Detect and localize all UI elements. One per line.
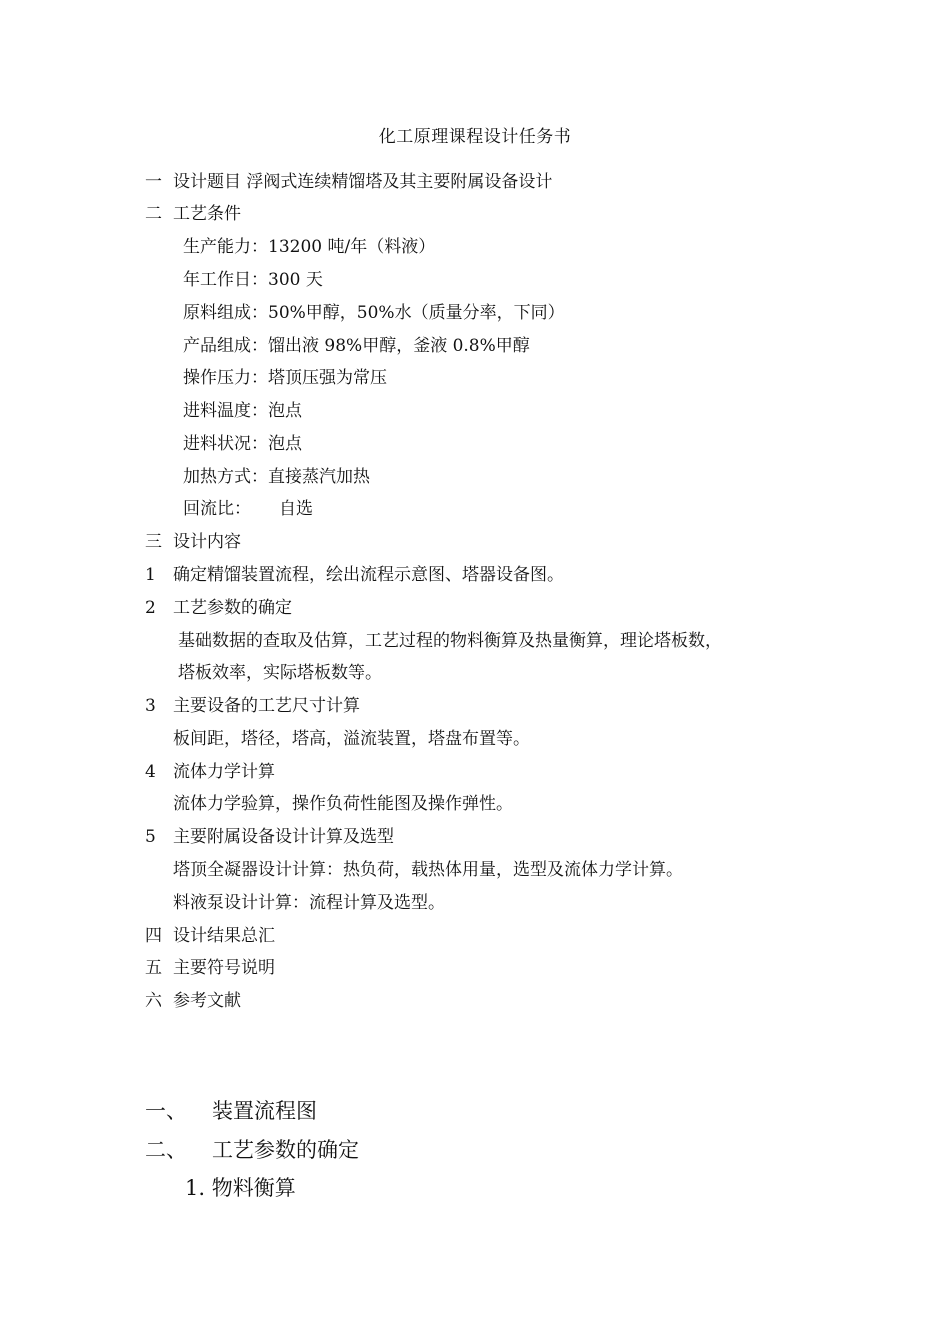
condition-label: 进料状况：: [183, 434, 268, 454]
section-number: 一: [145, 172, 162, 192]
condition-value: 馏出液 98%甲醇，釜液 0.8%甲醇: [268, 336, 530, 356]
condition-label: 年工作日：: [183, 270, 268, 290]
section-design-summary: [145, 925, 275, 947]
condition-row: [183, 433, 302, 455]
item-detail: 塔顶全凝器设计计算：热负荷，载热体用量，选型及流体力学计算。: [173, 860, 683, 880]
item-detail: 基础数据的查取及估算，工艺过程的物料衡算及热量衡算，理论塔板数，: [178, 631, 722, 651]
section-number: 四: [145, 926, 162, 946]
heading-number: 二、: [145, 1138, 187, 1162]
condition-row: [183, 269, 323, 291]
item-number: 1: [145, 565, 156, 585]
item-detail: 料液泵设计计算：流程计算及选型。: [173, 893, 445, 913]
condition-value: 泡点: [268, 434, 302, 454]
item-number: 2: [145, 598, 156, 618]
condition-value: 泡点: [268, 401, 302, 421]
heading-process-params: [145, 1137, 359, 1163]
section-symbols: [145, 957, 275, 979]
item-text: 主要附属设备设计计算及选型: [173, 827, 394, 847]
section-text: 设计题目 浮阀式连续精馏塔及其主要附属设备设计: [173, 172, 553, 192]
section-number: 五: [145, 958, 162, 978]
content-item: [145, 597, 292, 619]
content-item: [145, 826, 394, 848]
condition-label: 生产能力：: [183, 237, 268, 257]
condition-value: 自选: [279, 499, 313, 519]
subheading-material-balance: 1. 物料衡算: [185, 1176, 296, 1200]
item-number: 3: [145, 696, 156, 716]
condition-value: 塔顶压强为常压: [268, 368, 387, 388]
content-item: [145, 695, 360, 717]
heading-text: 装置流程图: [212, 1099, 317, 1123]
condition-label: 加热方式：: [183, 467, 268, 487]
section-text: 设计内容: [173, 532, 241, 552]
section-references: [145, 990, 241, 1012]
condition-row: [183, 335, 530, 357]
item-text: 确定精馏装置流程，绘出流程示意图、塔器设备图。: [173, 565, 564, 585]
item-text: 主要设备的工艺尺寸计算: [173, 696, 360, 716]
section-number: 六: [145, 991, 162, 1011]
condition-row: [183, 367, 387, 389]
section-text: 主要符号说明: [173, 958, 275, 978]
section-text: 设计结果总汇: [173, 926, 275, 946]
item-text: 流体力学计算: [173, 762, 275, 782]
section-text: 工艺条件: [173, 204, 241, 224]
item-text: 工艺参数的确定: [173, 598, 292, 618]
condition-label: 产品组成：: [183, 336, 268, 356]
condition-label: 进料温度：: [183, 401, 268, 421]
section-number: 三: [145, 532, 162, 552]
condition-row: [183, 498, 313, 520]
heading-flow-diagram: [145, 1098, 317, 1124]
item-number: 4: [145, 762, 156, 782]
section-number: 二: [145, 204, 162, 224]
item-detail: 板间距，塔径，塔高，溢流装置，塔盘布置等。: [173, 729, 530, 749]
section-design-content: [145, 531, 241, 553]
document-title: 化工原理课程设计任务书: [378, 127, 572, 147]
condition-value: 300 天: [268, 270, 323, 290]
section-design-topic: [145, 171, 552, 193]
item-detail: 塔板效率，实际塔板数等。: [178, 663, 382, 683]
condition-row: [183, 466, 370, 488]
item-detail: 流体力学验算，操作负荷性能图及操作弹性。: [173, 794, 513, 814]
condition-row: [183, 400, 302, 422]
section-process-conditions: [145, 203, 241, 225]
condition-value: 50%甲醇，50%水（质量分率，下同）: [268, 303, 565, 323]
content-item: [145, 564, 564, 586]
condition-value: 直接蒸汽加热: [268, 467, 370, 487]
condition-row: [183, 236, 435, 258]
condition-row: [183, 302, 565, 324]
condition-label: 回流比：: [183, 499, 251, 519]
condition-value: 13200 吨/年（料液）: [268, 237, 436, 257]
condition-label: 操作压力：: [183, 368, 268, 388]
item-number: 5: [145, 827, 156, 847]
content-item: [145, 761, 275, 783]
section-text: 参考文献: [173, 991, 241, 1011]
heading-text: 工艺参数的确定: [212, 1138, 359, 1162]
condition-label: 原料组成：: [183, 303, 268, 323]
heading-number: 一、: [145, 1099, 187, 1123]
